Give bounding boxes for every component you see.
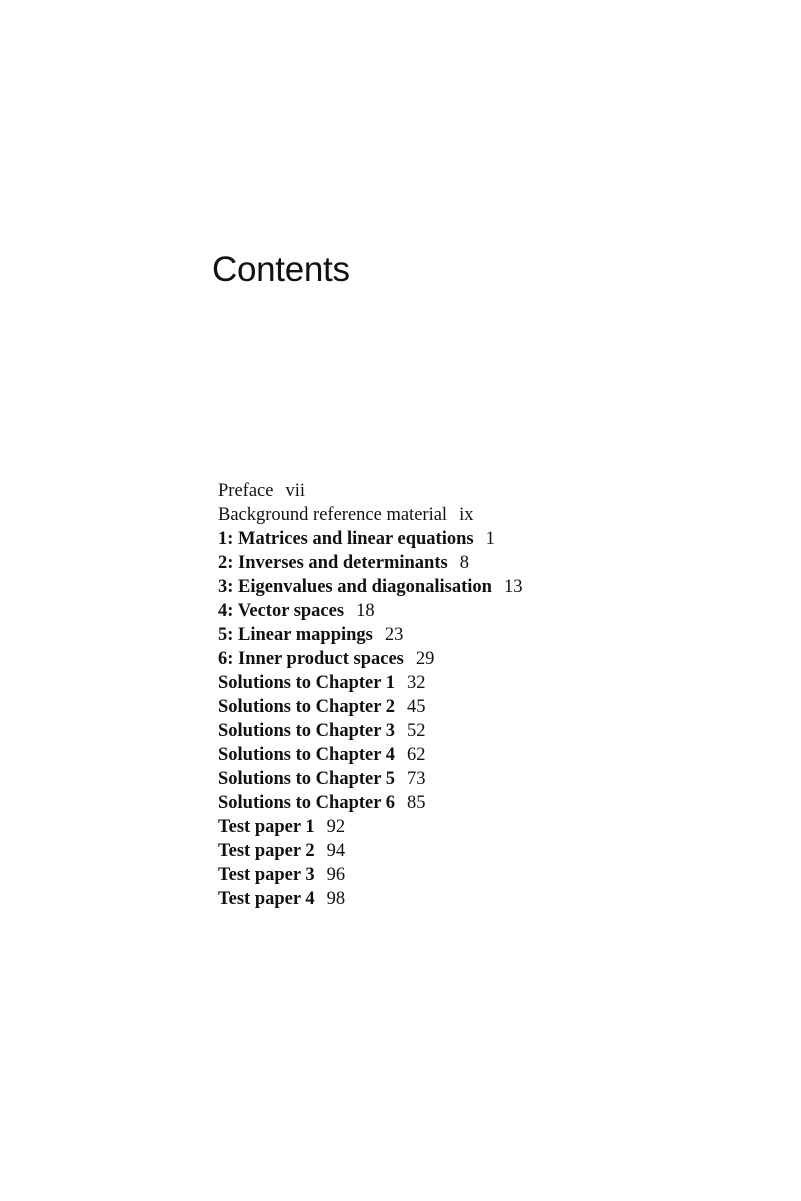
toc-entry (218, 695, 522, 719)
toc-entry-label: 2: Inverses and determinants (218, 553, 448, 573)
toc-entry-page: ix (459, 505, 474, 525)
toc-entry-label: 6: Inner product spaces (218, 649, 404, 669)
toc-entry-page: 13 (503, 577, 523, 597)
toc-entry-page: 23 (384, 625, 404, 645)
toc-entry-label: Background reference material (218, 505, 448, 525)
toc-entry-page: 98 (326, 889, 346, 909)
toc-entry-label: Solutions to Chapter 1 (218, 673, 395, 693)
toc-entry-label: Test paper 1 (218, 817, 315, 837)
toc-entry (218, 791, 522, 815)
toc-entry-page: 62 (406, 745, 426, 765)
toc-entry-label: 1: Matrices and linear equations (218, 529, 474, 549)
toc-entry-label: 3: Eigenvalues and diagonalisation (218, 577, 492, 597)
toc-entry (218, 623, 522, 647)
toc-entry-label: Solutions to Chapter 4 (218, 745, 395, 765)
toc-entry (218, 647, 522, 671)
toc-entry (218, 503, 522, 527)
toc-entry-page: 96 (326, 865, 346, 885)
toc-entry-page: 73 (406, 769, 426, 789)
toc-entry-label: 5: Linear mappings (218, 625, 373, 645)
toc-entry-label: Solutions to Chapter 3 (218, 721, 395, 741)
toc-entry (218, 479, 522, 503)
toc-entry (218, 527, 522, 551)
toc-entry-page: 92 (326, 817, 346, 837)
table-of-contents (218, 479, 522, 911)
toc-entry-label: Solutions to Chapter 5 (218, 769, 395, 789)
toc-entry (218, 839, 522, 863)
toc-entry-page: 32 (406, 673, 426, 693)
page-title: Contents (212, 250, 350, 289)
toc-entry-label: Solutions to Chapter 2 (218, 697, 395, 717)
toc-entry-label: 4: Vector spaces (218, 601, 345, 621)
toc-entry-page: 29 (415, 649, 435, 669)
toc-entry-page: 94 (326, 841, 346, 861)
toc-entry-label: Preface (218, 481, 274, 501)
toc-entry-label: Solutions to Chapter 6 (218, 793, 395, 813)
toc-entry (218, 815, 522, 839)
toc-entry-page: 18 (356, 601, 375, 621)
toc-entry (218, 575, 522, 599)
toc-entry-page: 1 (485, 529, 495, 549)
toc-entry-page: 52 (406, 721, 426, 741)
toc-entry (218, 599, 522, 623)
toc-entry (218, 887, 522, 911)
toc-entry-label: Test paper 2 (218, 841, 315, 861)
toc-entry (218, 719, 522, 743)
toc-entry-page: 85 (406, 793, 426, 813)
toc-entry (218, 743, 522, 767)
toc-entry-label: Test paper 3 (218, 865, 315, 885)
toc-entry (218, 551, 522, 575)
toc-entry (218, 767, 522, 791)
toc-entry-label: Test paper 4 (218, 889, 315, 909)
toc-entry-page: vii (285, 481, 305, 501)
toc-entry-page: 8 (459, 553, 469, 573)
toc-entry (218, 863, 522, 887)
toc-entry-page: 45 (406, 697, 426, 717)
toc-entry (218, 671, 522, 695)
